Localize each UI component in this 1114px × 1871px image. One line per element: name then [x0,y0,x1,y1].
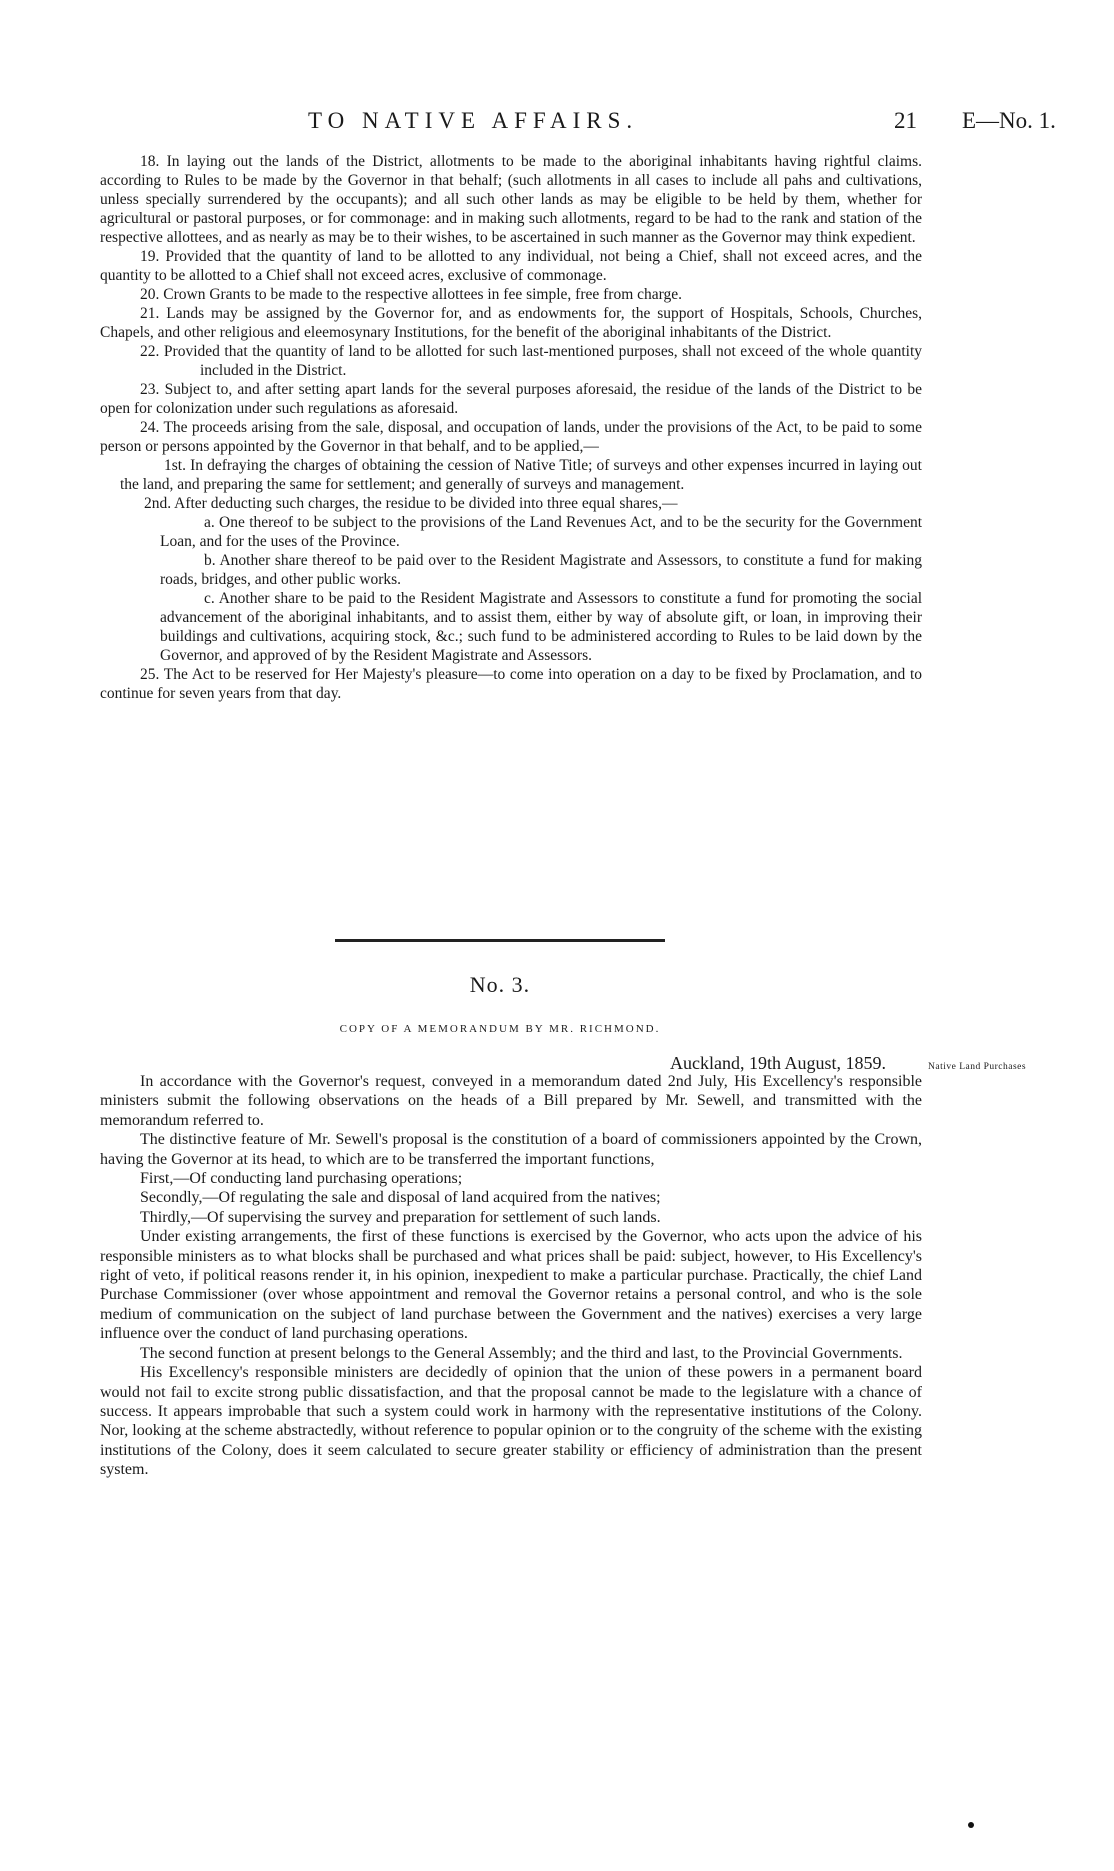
memo-paragraph: The second function at present belongs to the General Assembly; and the third and last, to the Provincial Governments. [140,1344,903,1362]
memo-paragraph: Under existing arrangements, the first of these functions is exercised by the Governor, who acts upon the advice of his responsible ministers as to what blocks shall be purchased and what prices shall be paid: subject, however, to His Excellency's right of veto, if political reasons render it, in his opinion, inexpedient to make a particular purchase. Practically, the chief Land Purchase Commissioner (over whose appointment and removal the Governor retains a personal control, and who is the sole medium of communication on the subject of land purchase between the Government and the natives) exercises a very large influence over the conduct of land purchasing operations. [100,1228,922,1343]
clause-24: 24. The proceeds arising from the sale, disposal, and occupation of lands, under the provisions of the Act, to be paid to some person or persons appointed by the Governor in that behalf, and to be applied,— [100,419,922,455]
memo-paragraph: His Excellency's responsible ministers are decidedly of opinion that the union of these powers in a permanent board would not fail to excite strong public dissatisfaction, and that the proposal cannot be made to the legislature with a chance of success. It appears improbable that such a system could work in harmony with the representative institutions of the Colony. Nor, looking at the scheme abstractedly, without reference to popular opinion or to the congruity of the scheme with the existing institutions of the Colony, does it seem calculated to secure greater stability or efficiency of administration than the present system. [100,1364,922,1479]
clause-24-a: a. One thereof to be subject to the provisions of the Land Revenues Act, and to be the security for the Government Loan, and for the uses of the Province. [160,514,922,550]
clause-24-b: b. Another share thereof to be paid over to the Resident Magistrate and Assessors, to constitute a fund for making roads, bridges, and other public works. [160,552,922,588]
clause-19: 19. Provided that the quantity of land to be allotted to any individual, not being a Chief, shall not exceed acres, and the quantity to be allotted to a Chief shall not exceed acres, exclusive of commonage. [100,248,922,284]
dateline: Auckland, 19th August, 1859. [670,1053,886,1073]
clause-20: 20. Crown Grants to be made to the respective allottees in fee simple, free from charge. [140,286,683,303]
page-header [0,108,1114,138]
ink-dot [968,1822,974,1828]
memo-paragraph: First,—Of conducting land purchasing operations; [140,1170,463,1188]
clause-24-first: 1st. In defraying the charges of obtaining the cession of Native Title; of surveys and other expenses incurred in laying out the land, and preparing the same for settlement; and generally of surveys and management. [120,457,922,493]
section-heading: COPY OF A MEMORANDUM BY MR. RICHMOND. [339,1023,661,1035]
bill-clauses [100,152,922,703]
clause-21: 21. Lands may be assigned by the Governor for, and as endowments for, the support of Hospitals, Schools, Churches, Chapels, and other religious and eleemosynary Institutions, for the benefit of the aboriginal inhabitants of the District. [100,305,922,341]
section-number: No. 3. [469,972,531,997]
clause-25: 25. The Act to be reserved for Her Majesty's pleasure—to come into operation on a day to be fixed by Proclamation, and to continue for seven years from that day. [100,666,922,702]
memo-paragraph: Secondly,—Of regulating the sale and disposal of land acquired from the natives; [140,1189,661,1207]
document-reference: E—No. 1. [962,108,1056,133]
clause-24-second: 2nd. After deducting such charges, the residue to be divided into three equal shares,— [144,495,678,512]
memo-paragraph: Thirdly,—Of supervising the survey and preparation for settlement of such lands. [140,1208,661,1226]
clause-22: 22. Provided that the quantity of land to be allotted for such last-mentioned purposes, shall not exceed of the whole quantity included in the District. [140,343,922,379]
clause-24-c: c. Another share to be paid to the Resident Magistrate and Assessors to constitute a fund for promoting the social advancement of the aboriginal inhabitants, and to assist them, either by way of absolute gift, or loan, in improving their buildings and cultivations, acquiring stock, &c.; such fund to be administered according to Rules to be laid down by the Governor, and approved of by the Resident Magistrate and Assessors. [160,590,922,664]
margin-note: Native Land Purchases [928,1062,1027,1072]
running-title: TO NATIVE AFFAIRS. [308,108,639,133]
clause-23: 23. Subject to, and after setting apart lands for the several purposes aforesaid, the residue of the lands of the District to be open for colonization under such regulations as aforesaid. [100,381,922,417]
memorandum-body [100,1072,922,1480]
memo-paragraph: The distinctive feature of Mr. Sewell's proposal is the constitution of a board of commissioners appointed by the Crown, having the Governor at its head, to which are to be transferred the important functions, [100,1131,922,1168]
section-divider [335,939,665,942]
page-number: 21 [894,108,917,133]
clause-18: 18. In laying out the lands of the District, allotments to be made to the aboriginal inhabitants having rightful claims. according to Rules to be made by the Governor in that behalf; (such allotments in all cases to include all pahs and cultivations, unless specially surrendered by the occupants); and all such other lands as may be eligible to be held by them, whether for agricultural or pastoral purposes, or for commonage: and in making such allotments, regard to be had to the rank and station of the respective allottees, and as nearly as may be to their wishes, to be ascertained in such manner as the Governor may think expedient. [100,153,922,246]
memo-paragraph: In accordance with the Governor's request, conveyed in a memorandum dated 2nd July, His Excellency's responsible ministers submit the following observations on the heads of a Bill prepared by Mr. Sewell, and transmitted with the memorandum referred to. [100,1073,922,1129]
